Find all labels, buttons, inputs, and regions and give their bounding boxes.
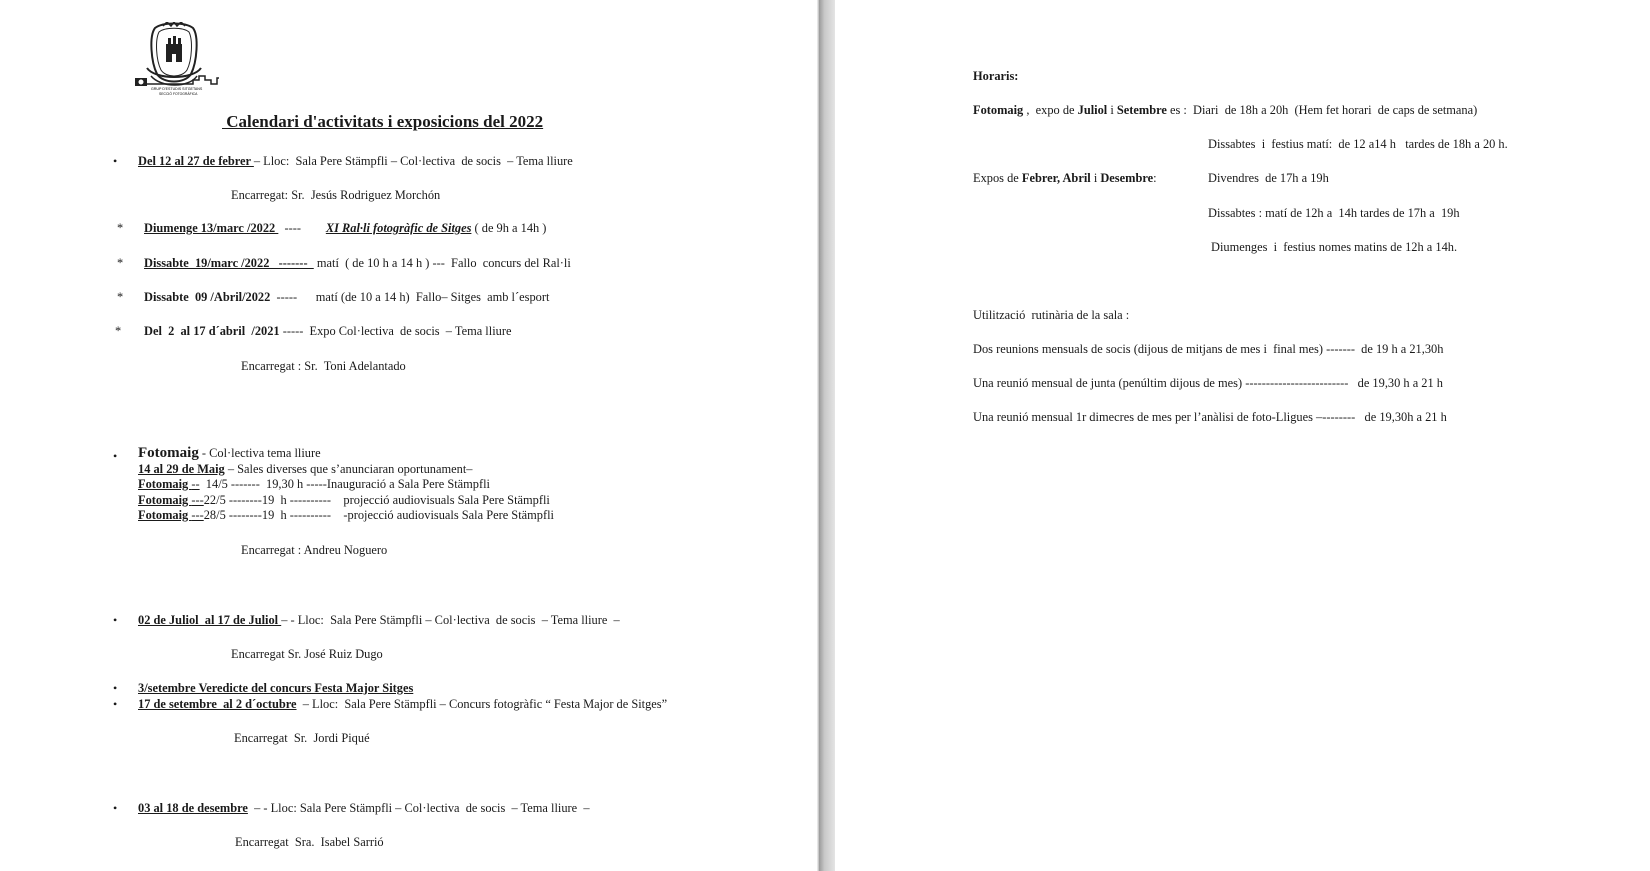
horaris-text: Expos de (973, 171, 1022, 185)
event-ralli (144, 221, 546, 236)
page-gutter (819, 0, 835, 871)
asterisk-icon: * (117, 290, 124, 304)
fotomaig-row-2 (138, 493, 550, 508)
bullet-icon: • (113, 154, 118, 168)
event-ralli-separator: ---- (278, 221, 326, 235)
event-desembre-details: – - Lloc: Sala Pere Stämpfli – Col·lectiva de socis – Tema lliure – (247, 801, 590, 815)
fotomaig-row-label: Fotomaig (138, 477, 192, 491)
asterisk-icon: * (115, 324, 122, 338)
event-fallo-ralli (144, 256, 571, 271)
event-ralli-date: Diumenge 13/marc /2022 (144, 221, 279, 235)
fotomaig-dates-details: – Sales diverses que s’anunciaran oportunament– (224, 462, 473, 476)
event-juliol-date: 02 de Juliol al 17 de Juliol (138, 613, 282, 627)
event-ralli-hours: ( de 9h a 14h ) (471, 221, 547, 235)
horaris-fotomaig-label: Fotomaig (973, 103, 1024, 117)
asterisk-icon: * (117, 221, 124, 235)
event-festa-major-details: – Lloc: Sala Pere Stämpfli – Concurs fotogràfic “ Festa Major de Sitges” (296, 697, 668, 711)
bullet-icon: • (113, 801, 118, 815)
bullet-icon: • (113, 697, 118, 711)
event-festa-major-manager: Encarregat Sr. Jordi Piqué (234, 731, 370, 745)
event-abril-date: Del 2 al 17 d´abril /2021 (144, 324, 280, 338)
logo-caption-line2: SECCIÓ FOTOGRÀFICA (159, 92, 198, 96)
event-fallo-ralli-date: Dissabte 19/marc /2022 ------- (144, 256, 314, 270)
fotomaig-row-dash: --- (191, 493, 204, 507)
event-festa-major (138, 697, 667, 712)
event-desembre-manager: Encarregat Sra. Isabel Sarrió (235, 835, 384, 849)
horaris-text: i (1107, 103, 1117, 117)
horaris-text: : (1153, 171, 1157, 185)
event-febrer-details: – Lloc: Sala Pere Stämpfli – Col·lectiva de socis – Tema lliure (253, 154, 573, 168)
fotomaig-manager: Encarregat : Andreu Noguero (241, 543, 388, 557)
horaris-months-label: Febrer, Abril (1021, 171, 1091, 185)
event-juliol-details: – - Lloc: Sala Pere Stämpfli – Col·lectiva de socis – Tema lliure – (281, 613, 620, 627)
document-title: Calendari d'activitats i exposicions del 2022 (222, 112, 544, 131)
fotomaig-dates-range: 14 al 29 de Maig (138, 462, 225, 476)
fotomaig-title: Fotomaig (138, 445, 199, 461)
horaris-text: i (1090, 171, 1101, 185)
fotomaig-row-details: 28/5 --------19 h ---------- -projecció audiovisuals Sala Pere Stämpfli (203, 508, 554, 522)
fotomaig-row-3 (138, 508, 554, 523)
event-abril-manager: Encarregat : Sr. Toni Adelantado (241, 359, 406, 373)
bullet-icon: • (113, 681, 118, 695)
fotomaig-row-dash: -- (191, 477, 200, 491)
club-crest-emblem-icon (133, 22, 233, 100)
utilitzacio-heading: Utilització rutinària de la sala : (973, 308, 1130, 322)
document-page-2 (835, 0, 1650, 871)
event-febrer-date: Del 12 al 27 de febrer (138, 154, 254, 168)
event-desembre (138, 801, 590, 816)
horaris-juliol-label: Juliol (1077, 103, 1108, 117)
horaris-heading: Horaris: (973, 69, 1019, 83)
event-abril (144, 324, 511, 339)
asterisk-icon: * (117, 256, 124, 270)
logo-caption-line1: GRUP D'ESTUDIS SITGETANS (151, 87, 203, 91)
bullet-icon: • (113, 449, 118, 463)
horaris-expos-line (973, 171, 1157, 186)
event-desembre-date: 03 al 18 de desembre (138, 801, 248, 815)
horaris-text: es : Diari de 18h a 20h (Hem fet horari de caps de setmana) (1166, 103, 1478, 117)
horaris-desembre-label: Desembre (1100, 171, 1154, 185)
horaris-dissabtes-festius: Dissabtes i festius matí: de 12 a14 h tardes de 18h a 20 h. (1208, 137, 1508, 151)
fotomaig-row-dash: --- (191, 508, 204, 522)
event-sitges-esport-details: ----- matí (de 10 a 14 h) Fallo– Sitges amb l´esport (270, 290, 550, 304)
horaris-setembre-label: Setembre (1116, 103, 1167, 117)
horaris-divendres: Divendres de 17h a 19h (1208, 171, 1329, 185)
document-page-1 (0, 0, 819, 871)
event-febrer (138, 154, 573, 169)
event-febrer-manager: Encarregat: Sr. Jesús Rodriguez Morchón (231, 188, 441, 202)
club-crest-logo (133, 22, 233, 100)
event-veredicte-festa-major: 3/setembre Veredicte del concurs Festa Major Sitges (138, 681, 414, 695)
use-reunio-foto-lligues: Una reunió mensual 1r dimecres de mes per l’anàlisi de foto-Lligues –-------- de 19,30h a 21 h (973, 410, 1447, 424)
fotomaig-row-details: 22/5 --------19 h ---------- projecció audiovisuals Sala Pere Stämpfli (203, 493, 550, 507)
fotomaig-subtitle: - Col·lectiva tema lliure (198, 446, 321, 460)
horaris-dissabtes: Dissabtes : matí de 12h a 14h tardes de 17h a 19h (1208, 206, 1460, 220)
event-fallo-ralli-details: matí ( de 10 h a 14 h ) --- Fallo concurs del Ral·li (313, 256, 571, 270)
event-juliol (138, 613, 620, 628)
fotomaig-dates (138, 462, 472, 477)
event-abril-details: ----- Expo Col·lectiva de socis – Tema lliure (279, 324, 512, 338)
fotomaig-row-label: Fotomaig (138, 508, 192, 522)
horaris-text: , expo de (1023, 103, 1078, 117)
fotomaig-row-details: 14/5 ------- 19,30 h -----Inauguració a Sala Pere Stämpfli (199, 477, 490, 491)
use-reunions-socis: Dos reunions mensuals de socis (dijous de mitjans de mes i final mes) ------- de 19 h a 21,30h (973, 342, 1444, 356)
use-reunio-junta: Una reunió mensual de junta (penúltim dijous de mes) ------------------------- de 19,30 h a 21 h (973, 376, 1443, 390)
fotomaig-heading (138, 444, 321, 462)
horaris-diumenges: Diumenges i festius nomes matins de 12h a 14h. (1211, 240, 1458, 254)
event-juliol-manager: Encarregat Sr. José Ruiz Dugo (231, 647, 383, 661)
bullet-icon: • (113, 613, 118, 627)
event-sitges-esport-date: Dissabte 09 /Abril/2022 (144, 290, 271, 304)
horaris-fotomaig-line (973, 103, 1477, 118)
event-ralli-title: XI Ral·li fotogràfic de Sitges (325, 221, 472, 235)
fotomaig-row-label: Fotomaig (138, 493, 192, 507)
event-sitges-esport (144, 290, 549, 305)
fotomaig-row-1 (138, 477, 490, 492)
event-festa-major-date: 17 de setembre al 2 d´octubre (138, 697, 297, 711)
